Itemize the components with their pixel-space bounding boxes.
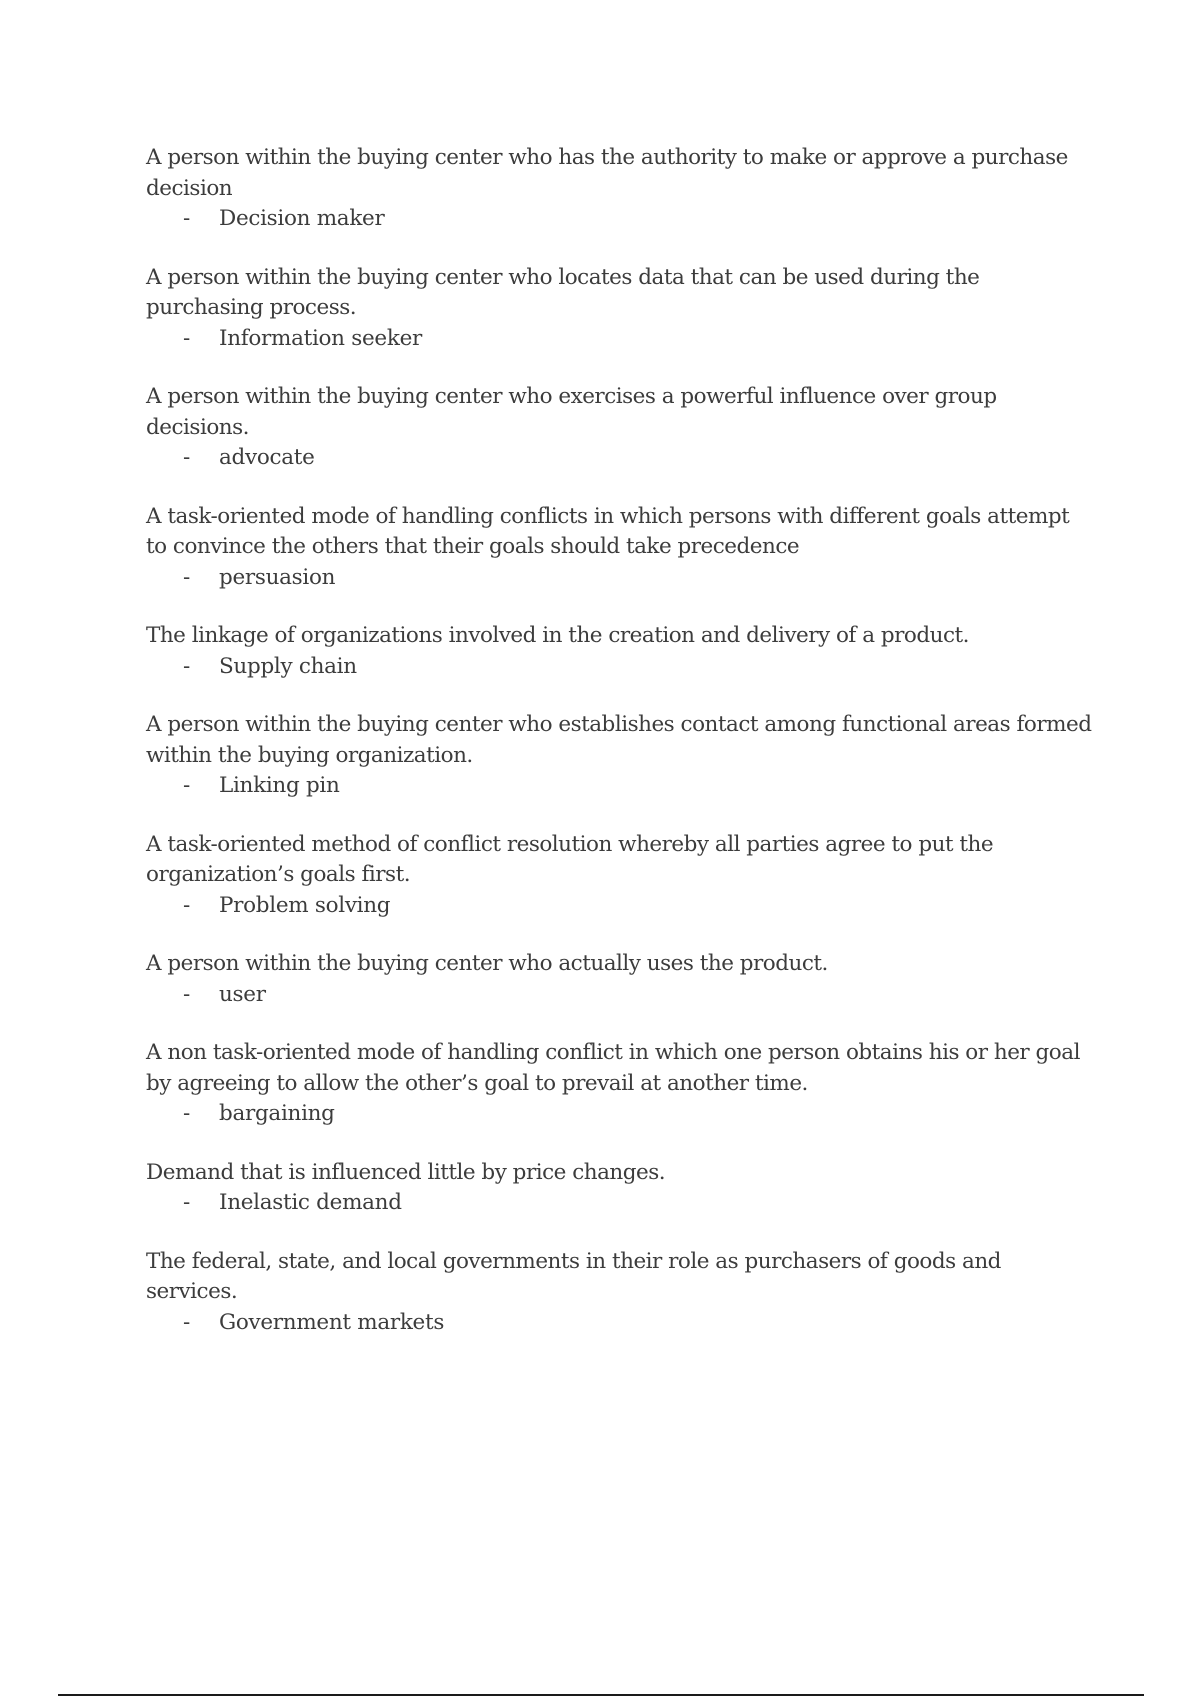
answer-item — [146, 891, 1096, 922]
answer-item — [146, 980, 1096, 1011]
answer-item — [146, 771, 1096, 802]
answer-text: Supply chain — [219, 653, 357, 679]
dash-bullet: - — [183, 981, 190, 1007]
definition-text: The federal, state, and local governments in their role as purchasers of goods and services. — [146, 1248, 1001, 1304]
dash-bullet: - — [183, 653, 190, 679]
answer-text: Inelastic demand — [219, 1190, 402, 1215]
list-item — [146, 263, 1096, 355]
dash-bullet: - — [183, 1101, 190, 1126]
list-item — [146, 143, 1096, 235]
answer-text: persuasion — [219, 564, 336, 590]
dash-bullet: - — [183, 445, 190, 470]
definition-text: A person within the buying center who locates data that can be used during the purchasing process. — [146, 264, 980, 320]
list-item — [146, 1038, 1096, 1130]
definition-text: A person within the buying center who exercises a powerful influence over group decisions. — [146, 384, 997, 440]
definition-text: The linkage of organizations involved in the creation and delivery of a product. — [146, 623, 969, 648]
answer-item — [146, 1099, 1096, 1130]
definition-text: A task-oriented mode of handling conflicts in which persons with different goals attempt to convince the others that their goals should take precedence — [146, 503, 1070, 559]
answer-text: Government markets — [219, 1309, 445, 1335]
dash-bullet: - — [183, 892, 190, 918]
dash-bullet: - — [183, 1309, 190, 1335]
list-item — [146, 830, 1096, 922]
definition-text: Demand that is influenced little by price changes. — [146, 1159, 666, 1185]
dash-bullet: - — [183, 564, 190, 590]
answer-item — [146, 443, 1096, 474]
list-item — [146, 502, 1096, 594]
definition-text: A person within the buying center who actually uses the product. — [146, 951, 828, 976]
answer-text: Linking pin — [219, 773, 340, 798]
list-item — [146, 621, 1096, 682]
definition-text: A person within the buying center who establishes contact among functional areas formed within the buying organization. — [146, 712, 1092, 768]
list-item — [146, 382, 1096, 474]
answer-text: Information seeker — [219, 325, 422, 351]
list-item — [146, 1158, 1096, 1219]
list-item — [146, 949, 1096, 1010]
list-item — [146, 1247, 1096, 1339]
answer-item — [146, 1188, 1096, 1219]
answer-text: bargaining — [219, 1101, 335, 1126]
dash-bullet: - — [183, 1190, 190, 1215]
definition-text: A non task-oriented mode of handling conflict in which one person obtains his or her goal by agreeing to allow the other’s goal to prevail at another time. — [146, 1040, 1080, 1096]
answer-text: Problem solving — [219, 892, 391, 918]
answer-item — [146, 1308, 1096, 1339]
list-item — [146, 710, 1096, 802]
definition-text: A task-oriented method of conflict resolution whereby all parties agree to put the organization’s goals first. — [146, 831, 994, 887]
dash-bullet: - — [183, 773, 190, 798]
answer-item — [146, 652, 1096, 683]
answer-item — [146, 204, 1096, 235]
dash-bullet: - — [183, 206, 190, 231]
answer-item — [146, 563, 1096, 594]
answer-text: Decision maker — [219, 206, 385, 231]
page-bottom-rule — [58, 1694, 1144, 1696]
answer-text: user — [219, 981, 266, 1007]
definition-text: A person within the buying center who has the authority to make or approve a purchase decision — [146, 145, 1068, 201]
answer-item — [146, 324, 1096, 355]
definitions-list — [146, 143, 1096, 1366]
answer-text: advocate — [219, 445, 315, 470]
dash-bullet: - — [183, 325, 190, 351]
